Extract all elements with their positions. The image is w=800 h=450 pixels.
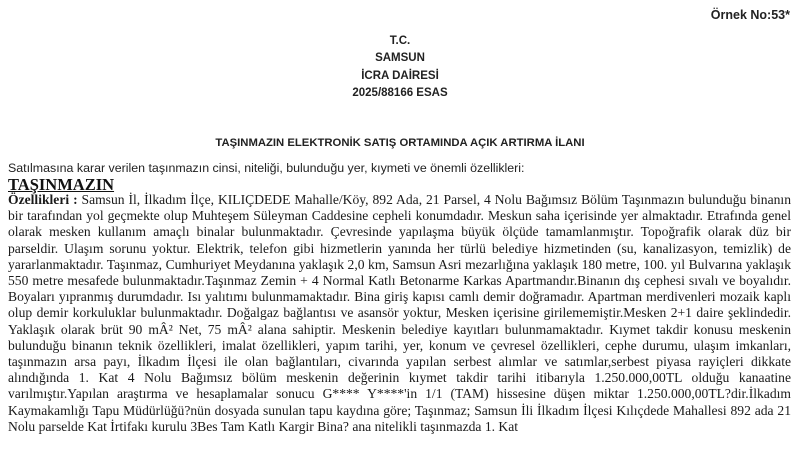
features-label: Özellikleri : xyxy=(8,192,78,207)
section-title: TAŞINMAZIN xyxy=(8,175,115,194)
header-case-number: 2025/88166 ESAS xyxy=(352,86,448,99)
header-republic: T.C. xyxy=(389,35,411,47)
notice-title: TAŞINMAZIN ELEKTRONİK SATIŞ ORTAMINDA AÇIK ARTIRMA İLANI xyxy=(215,137,585,149)
features-text: Samsun İl, İlkadım İlçe, KILIÇDEDE Mahalle/Köy, 892 Ada, 21 Parsel, 4 Nolu Bağımsız Bölüm Taşınmazın bulunduğu binanın bir tarafından yol geçmekte olup Muhteşem Süleyman Caddesine cepheli konumdadır. Meskun saha içerisinde yer almaktadır. Etrafında genel olarak mesken kullanım amaçlı binalar bulunmaktadır. Çevresinde yapılaşma büyük ölçüde tamamlanmıştır. Topoğrafik olarak düz bir parseldir. Ulaşım sorunu yoktur. Elektrik, telefon gibi hizmetlerin yanında her türlü belediye hizmetinden (su, kanalizasyon, temizlik) de yararlanmaktadır. Taşınmaz, Cumhuriyet Meydanına yaklaşık 2,0 km, Samsun Asri mezarlığına yaklaşık 180 metre, 100. yıl Bulvarına yaklaşık 550 metre mesafede bulunmaktadır.Taşınmaz Zemin + 4 Normal Katlı Betonarme Karkas Apartmandır.Binanın dış cephesi sıvalı ve boyalıdır. Boyaları yıpranmış durumdadır. Isı yalıtımı bulunmamaktadır. Bina giriş kapısı camlı demir doğramadır. Apartman merdivenleri mozaik kaplı olup demir korkuluklar bulunmaktadır. Doğalgaz bağlantısı ve asansör yoktur, Mesken içerisine girilememiştir.Mesken 2+1 daire şeklindedir. Yaklaşık olarak brüt 90 mÂ² Net, 75 mÂ² alana sahiptir. Meskenin belediye kayıtları bulunmamaktadır. Kıymet takdir konusu meskenin bulunduğu binanın teknik özellikleri, imalat özellikleri, yapım tarihi, yer, konum ve çevresel özellikleri, cephe durumu, ulaşım imkanları, taşınmazın arsa payı, İlkadım İlçesi ile olan bağlantıları, civarında yapılan serbest alımlar ve satımlar,serbest piyasa rayiçleri dikkate alındığında 1. Kat 4 Nolu Bağımsız bölüm meskenin değerinin kıymet takdir tarihi itibarıyla 1.250.000,00TL olduğu kanaatine varılmıştır.Yapılan araştırma ve hesaplamalar sonucu G**** Y****'in 1/1 (TAM) hissesine düşen miktar 1.250.000,00TL?dir.İlkadım Kaymakamlığı Tapu Müdürlüğü?nün dosyada sunulan tapu kaydına göre; Taşınmaz; Samsun İli İlkadım İlçesi Kılıçdede Mahallesi 892 ada 21 Nolu parselde Kat İrtifakı kurulu 3Bes Tam Katlı Kargir Bina? ana nitelikli taşınmazda 1. Kat xyxy=(8,192,791,434)
document-header xyxy=(0,33,800,102)
header-city: SAMSUN xyxy=(375,52,425,65)
sample-number: Örnek No:53* xyxy=(710,8,790,22)
features-paragraph xyxy=(8,192,791,435)
intro-text: Satılmasına karar verilen taşınmazın cinsi, niteliği, bulunduğu yer, kıymeti ve önemli özellikleri: xyxy=(8,161,525,175)
header-office: İCRA DAİRESİ xyxy=(361,69,439,82)
